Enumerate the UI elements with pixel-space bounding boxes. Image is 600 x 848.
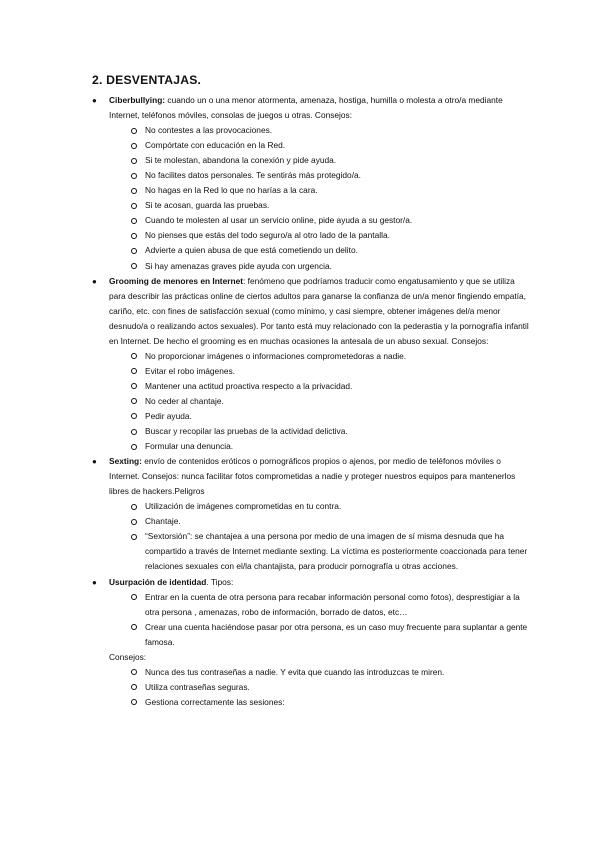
sub-list [92,590,532,650]
sub-list-item [109,243,532,258]
sub-list-item [109,349,532,364]
circle-bullet-icon [131,233,137,239]
circle-bullet-icon [131,353,137,359]
sub-list-item [109,228,532,243]
circle-bullet-icon [131,444,137,450]
sub-list-item [109,394,532,409]
sub-list-item [109,695,532,710]
sub-list-item [109,138,532,153]
sub-list-item [109,123,532,138]
bullet-icon: ● [92,276,97,286]
sub-item-text: No contestes a las provocaciones. [145,125,273,136]
sub-item-text: No pienses que estás del todo seguro/a al otro lado de la pantalla. [145,230,390,241]
sub-item-text: Formular una denuncia. [145,441,234,452]
sub-item-text: Si te acosan, guarda las pruebas. [145,200,270,211]
circle-bullet-icon [131,504,137,510]
sub-list-item [109,168,532,183]
circle-bullet-icon [131,158,137,164]
sub-item-text: Compórtate con educación en la Red. [145,140,286,151]
circle-bullet-icon [131,684,137,690]
sub-item-text: No ceder al chantaje. [145,395,224,406]
bullet-text: cuando un o una menor atormenta, amenaza, hostiga, humilla o molesta a otro/a mediante Internet, teléfonos móviles, consolas de juegos u otras. Consejos: [109,95,503,121]
sub-list-item [109,590,532,620]
bullet-term: Usurpación de identidad [109,576,207,587]
circle-bullet-icon [131,699,137,705]
bullet-icon: ● [92,457,97,467]
bullet-item [92,454,532,499]
circle-bullet-icon [131,383,137,389]
sub-list-item [109,514,532,529]
sub-item-text: Chantaje. [145,516,181,527]
sub-list-item [109,499,532,514]
circle-bullet-icon [131,218,137,224]
bullet-icon: ● [92,96,97,105]
section-heading: 2. DESVENTAJAS. [92,73,202,87]
sub-item-text: Crear una cuenta haciéndose pasar por otra persona, es un caso muy frecuente para suplantar a gente famosa. [145,621,528,647]
sub-item-text: Nunca des tus contraseñas a nadie. Y evita que cuando las introduzcas te miren. [145,666,445,677]
sub-item-text: Utiliza contraseñas seguras. [145,681,250,692]
bullet-item [92,274,532,349]
sub-item-text: Si hay amenazas graves pide ayuda con urgencia. [145,260,332,271]
document-body [92,93,532,710]
circle-bullet-icon [131,413,137,419]
sub-list-item [109,680,532,695]
sub-item-text: Mantener una actitud proactiva respecto a la privacidad. [145,380,353,391]
sub-item-text: Pedir ayuda. [145,410,192,421]
circle-bullet-icon [131,203,137,209]
sub-list-item [109,183,532,198]
bullet-term: Ciberbullying: [109,95,166,105]
circle-bullet-icon [131,669,137,675]
sub-item-text: Gestiona correctamente las sesiones: [145,696,285,707]
sub-item-text: “Sextorsión”: se chantajea a una persona por medio de una imagen de sí misma desnuda que ha compartido a través de Internet mediante sexting. La víctima es posteriormente coaccionada para tener relaciones sexuales con el/la chantajista, para producir pornografía u otras acciones. [145,531,528,572]
sub-list-item [109,620,532,650]
circle-bullet-icon [131,248,137,254]
sub-item-text: No hagas en la Red lo que no harías a la cara. [145,185,318,196]
bullet-icon: ● [92,577,97,587]
sub-item-text: Si te molestan, abandona la conexión y pide ayuda. [145,155,337,166]
sub-list-item [109,259,532,274]
bullet-item [92,93,532,123]
sub-list-item [109,198,532,213]
sub-item-text: Advierte a quien abusa de que está cometiendo un delito. [145,245,358,256]
circle-bullet-icon [131,143,137,149]
sub-list [92,499,532,574]
bullet-text: . Tipos: [206,576,234,587]
sub-list [92,123,532,273]
bullet-text: : fenómeno que podríamos traducir como engatusamiento y que se utiliza para describir las prácticas online de ciertos adultos para ganarse la confianza de un/a menor fingiendo empatía, cariño, etc. con fines de satisfacción sexual (como mínimo, y casi siempre, obtener imágenes del/a menor desnudo/a o realizando actos sexuales). Por tanto está muy relacionado con la pederastia y la pornografía infantil en Internet. De hecho el grooming es en muchas ocasiones la antesala de un abuso sexual. Consejos: [109,275,529,346]
circle-bullet-icon [131,128,137,134]
circle-bullet-icon [131,173,137,179]
circle-bullet-icon [131,188,137,194]
bullet-term: Sexting: [109,456,142,467]
bullet-text: envío de contenidos eróticos o pornográficos propios o ajenos, por medio de teléfonos móviles o Internet. Consejos: nunca facilitar fotos comprometidas a nadie y proteger nuestros equipos para mantenerlos libres de hackers.Peligros [109,456,516,497]
sub-item-text: Cuando te molesten al usar un servicio online, pide ayuda a su gestor/a. [145,215,413,226]
sub-item-text: Evitar el robo imágenes. [145,365,235,376]
sub-list-item [109,213,532,228]
sub-list [92,665,532,710]
circle-bullet-icon [131,398,137,404]
sub-list-item [109,529,532,574]
sub-list-item [109,439,532,454]
sub-item-text: No proporcionar imágenes o informaciones comprometedoras a nadie. [145,350,407,361]
circle-bullet-icon [131,519,137,525]
bullet-term: Grooming de menores en Internet [109,275,243,286]
circle-bullet-icon [131,263,137,269]
sub-list [92,349,532,454]
consejos-label: Consejos: [109,651,147,662]
sub-list-item [109,153,532,168]
circle-bullet-icon [131,534,137,540]
sub-list-item [109,665,532,680]
sub-list-item [109,424,532,439]
sub-list-item [109,409,532,424]
circle-bullet-icon [131,624,137,630]
sub-item-text: Entrar en la cuenta de otra persona para recabar información personal como fotos), desprestigiar a la otra persona , amenazas, robo de información, borrado de datos, etc… [145,591,520,617]
circle-bullet-icon [131,368,137,374]
sub-list-item [109,379,532,394]
circle-bullet-icon [131,429,137,435]
circle-bullet-icon [131,594,137,600]
sub-list-item [109,364,532,379]
sub-item-text: No facilites datos personales. Te sentirás más protegido/a. [145,170,361,181]
sub-item-text: Utilización de imágenes comprometidas en tu contra. [145,501,342,512]
sub-item-text: Buscar y recopilar las pruebas de la actividad delictiva. [145,426,348,437]
bullet-item [92,575,532,590]
